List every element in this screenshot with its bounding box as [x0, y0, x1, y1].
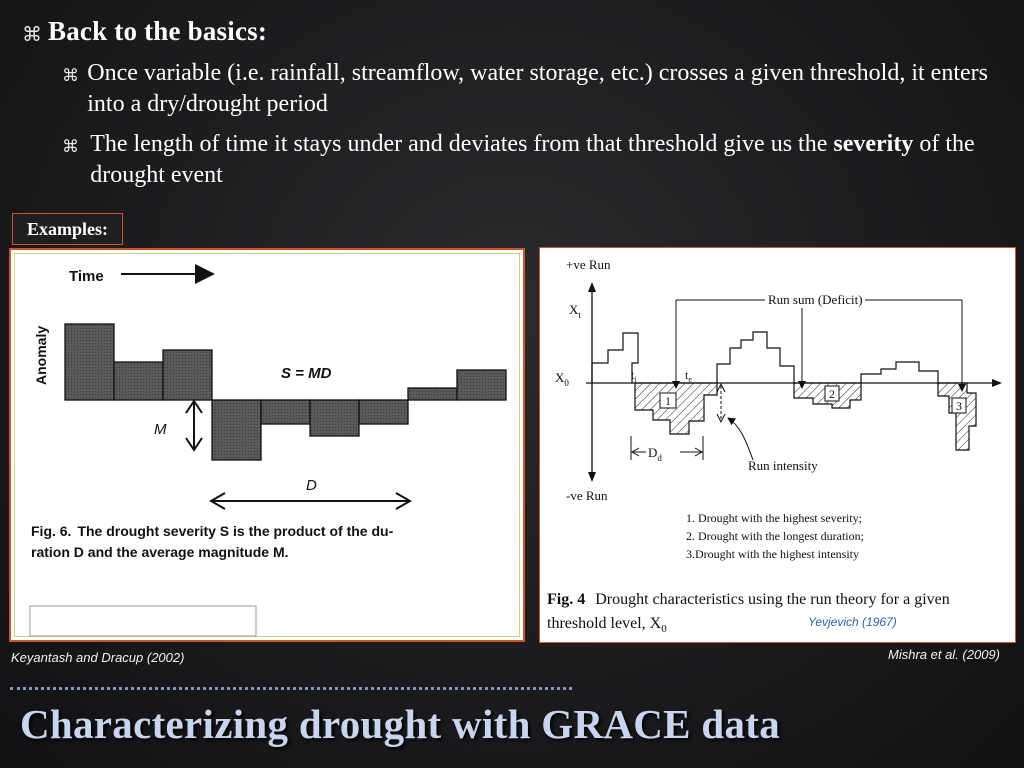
left-figure-svg — [11, 250, 523, 640]
citation-right: Mishra et al. (2009) — [888, 647, 1000, 662]
xt-label: $X_t$ — [569, 302, 581, 320]
equation-label: S = MD — [281, 365, 332, 382]
citation-left: Keyantash and Dracup (2002) — [11, 650, 185, 665]
anomaly-bar — [212, 400, 261, 460]
pos-run-label: +ve Run — [566, 257, 611, 272]
anomaly-bar — [114, 362, 163, 400]
y-axis-arrow-up — [588, 282, 596, 292]
left-caption-line1 — [31, 523, 394, 539]
right-caption-text: Drought characteristics using the run theory for a given — [595, 591, 950, 608]
anomaly-bar — [359, 400, 408, 424]
right-caption-line2: threshold level, $X_0$ — [547, 615, 667, 635]
legend-item-1: 1. Drought with the highest severity; — [686, 511, 862, 525]
right-caption-line1 — [547, 591, 950, 608]
bullet-text-pre: The length of time it stays under and deviates from that threshold give us the — [90, 131, 834, 157]
m-arrow — [186, 401, 202, 450]
bullet-glyph-icon: ⌘ — [62, 137, 79, 157]
anomaly-bar — [261, 400, 310, 424]
anomaly-bar — [65, 324, 114, 400]
left-figure-panel — [9, 248, 525, 642]
dd-label: $D_d$ — [648, 445, 662, 463]
legend-item-2: 2. Drought with the longest duration; — [686, 529, 864, 543]
anomaly-label: Anomaly — [33, 325, 49, 385]
marker-3: 3 — [956, 399, 962, 413]
anomaly-bar — [457, 370, 506, 400]
legend-item-3: 3.Drought with the highest intensity — [686, 547, 859, 561]
m-label: M — [154, 421, 167, 438]
time-label: Time — [69, 268, 104, 285]
right-figure-svg — [540, 248, 1015, 642]
dotted-divider — [10, 687, 572, 690]
bullet-heading: Back to the basics: — [48, 16, 268, 46]
te-label: $t_e$ — [685, 368, 692, 384]
d-arrow — [211, 493, 410, 509]
y-axis-arrow-down — [588, 472, 596, 482]
x0-label: $X_0$ — [555, 370, 569, 388]
run-intensity-label: Run intensity — [748, 458, 818, 473]
anomaly-bar — [163, 350, 212, 400]
bullet-glyph-icon: ⌘ — [62, 66, 79, 86]
slide-title: Characterizing drought with GRACE data — [20, 701, 781, 747]
anomaly-bar — [310, 400, 359, 436]
left-caption-prefix: Fig. 6. — [31, 523, 72, 539]
bullet-text-bold: severity — [833, 131, 914, 157]
bullet-text-post: of the drought event — [90, 131, 975, 188]
anomaly-bars — [65, 324, 506, 460]
marker-2: 2 — [829, 387, 835, 401]
source-yevjevich: Yevjevich (1967) — [808, 615, 897, 629]
anomaly-bar — [408, 388, 457, 400]
blank-textbox — [30, 606, 256, 636]
deficit-region-3 — [938, 383, 976, 450]
right-figure-panel — [539, 247, 1016, 643]
intensity-leader — [728, 418, 753, 460]
neg-run-label: -ve Run — [566, 488, 608, 503]
threshold-axis-arrow — [992, 379, 1002, 387]
left-caption-line2: ration D and the average magnitude M. — [31, 544, 289, 560]
bullet-text — [90, 129, 992, 191]
run-sum-label: Run sum (Deficit) — [768, 292, 863, 307]
right-caption-prefix: Fig. 4 — [547, 591, 586, 608]
marker-1: 1 — [665, 394, 671, 408]
bullet-text: Once variable (i.e. rainfall, streamflow, water storage, etc.) crosses a given threshold, it enters into a dry/drought period — [87, 60, 988, 117]
ti-label: $t_i$ — [631, 368, 637, 384]
left-caption-text: The drought severity S is the product of the du- — [77, 523, 394, 539]
bullet-item — [62, 129, 992, 191]
bullet-glyph-icon: ⌘ — [22, 22, 42, 46]
bullet-level1 — [22, 16, 267, 47]
run-curve-positive-2 — [717, 332, 794, 383]
examples-label: Examples: — [12, 213, 123, 245]
d-label: D — [306, 477, 317, 494]
bullet-item — [62, 58, 992, 120]
run-curve-positive-3 — [861, 362, 938, 383]
